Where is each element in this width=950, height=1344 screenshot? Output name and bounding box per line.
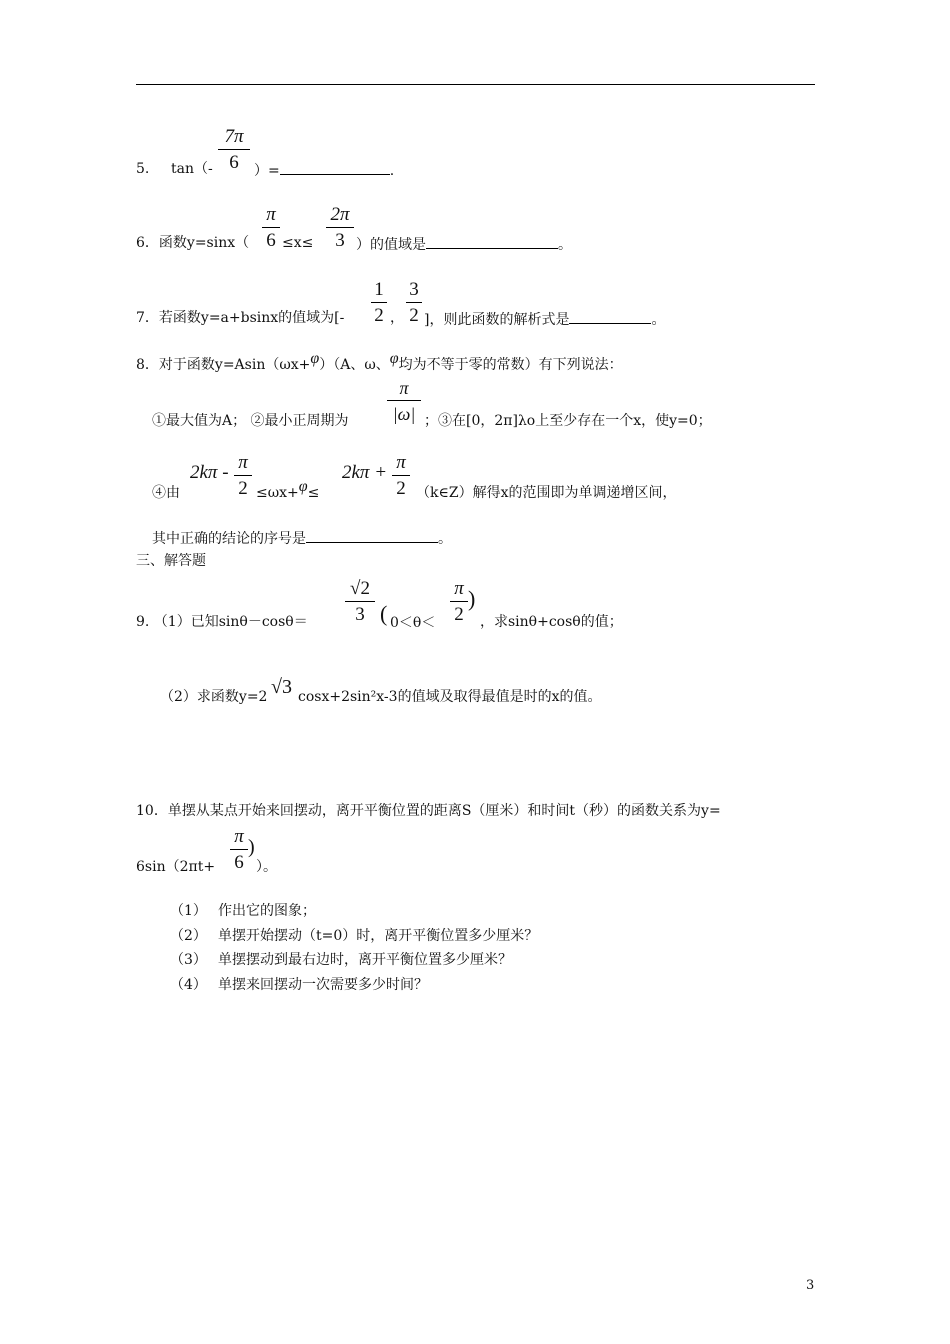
q6-frac2-den: 3 [335, 230, 345, 251]
q5-post [254, 160, 394, 180]
q7-frac2-den: 2 [409, 305, 419, 326]
q9-range-den: 2 [454, 604, 464, 625]
q9-range-num: π [454, 578, 464, 599]
q5-frac-num: 7π [224, 126, 244, 147]
q8-s4-mid-text: ≤ωx+ [256, 485, 299, 501]
q10-item-no: （3） [170, 952, 207, 968]
q9-p2-pre: （2）求函数y=2 [160, 689, 268, 705]
q10-item [170, 951, 207, 969]
q10-item-no: （2） [170, 928, 207, 944]
q9-frac-bar [345, 601, 375, 602]
q8-s4-left-bar [234, 475, 252, 476]
q8-statements-1-3-pre: ①最大值为A； ②最小正周期为 [152, 413, 349, 429]
q8-s4-left: 2kπ - [190, 462, 229, 483]
q8-text-c: 均为不等于零的常数）有下列说法： [398, 357, 623, 373]
q6-frac2-num: 2π [330, 204, 350, 225]
q7-frac1-bar [371, 302, 387, 303]
q7-pre: 7．若函数y=a+bsinx的值域为[- [136, 310, 345, 326]
q5-pre: tan（- [171, 161, 213, 177]
q8-s4-right-fraction [392, 452, 410, 500]
q6-post-text: ）的值域是 [356, 237, 426, 253]
q8-statements-1-3-post: ；③在[0，2π]λo上至少存在一个x，使y=0； [424, 413, 712, 429]
q10-paren: ) [248, 836, 255, 858]
q10-text2-end: ）。 [256, 859, 277, 875]
q7-blank[interactable] [569, 309, 651, 324]
q8-s4-left-fraction [234, 452, 252, 500]
q9-range-fraction [450, 578, 468, 626]
q10-item-text: 单摆摆动到最右边时，离开平衡位置多少厘米？ [218, 952, 512, 968]
q8-s4-right-den: 2 [396, 478, 406, 499]
q8-blank[interactable] [306, 528, 438, 543]
q8-s4-post: （k∈Z）解得x的范围即为单调递增区间， [416, 485, 677, 501]
q8-s4-left-num: π [238, 452, 248, 473]
q9-p2-post: cosx+2sin²x-3的值域及取得最值是时的x的值。 [298, 689, 602, 705]
q9-frac-num: √2 [350, 578, 370, 599]
q10-text1: 10．单摆从某点开始来回摆动，离开平衡位置的距离S（厘米）和时间t（秒）的函数关系为y= [136, 803, 721, 819]
q8-period-fraction [387, 377, 421, 425]
q6-frac1-num: π [266, 204, 276, 225]
q7-end: 。 [651, 312, 666, 328]
q6-frac2-bar [326, 227, 354, 228]
q10-item [170, 902, 207, 920]
q9-p1-pre: 9. （1）已知sinθ－cosθ＝ [136, 614, 308, 630]
q10-item [170, 976, 207, 994]
q9-paren-close: ) [468, 586, 476, 611]
q6-post [356, 234, 572, 254]
q8-s4-phi: φ [298, 478, 308, 495]
q8-conclusion-text: 其中正确的结论的序号是 [152, 531, 306, 547]
q9-p2-root: √3 [271, 676, 292, 698]
q5-frac-bar [218, 149, 250, 150]
q8-s4-mid [256, 478, 320, 502]
q8-s4-right-bar [392, 475, 410, 476]
q10-frac-bar [230, 849, 248, 850]
q8-period-num: π [399, 378, 409, 398]
q9-paren-open: ( [380, 601, 388, 626]
q5-label: 5. [136, 161, 150, 177]
q6-fraction-1 [262, 204, 280, 252]
q10-item-no: （1） [170, 903, 207, 919]
q10-text2: 6sin（2πt+ [136, 859, 216, 875]
q9-frac-den: 3 [355, 604, 365, 625]
q6-frac1-den: 6 [266, 230, 276, 251]
q7-fraction-2 [406, 279, 422, 327]
q8-period-den: |ω| [392, 404, 416, 424]
q8-text-a: 8．对于函数y=Asin（ωx+ [136, 357, 311, 373]
q10-item-no: （4） [170, 977, 207, 993]
q8-phi-1: φ [310, 350, 320, 367]
q8-period-bar [387, 400, 421, 401]
q7-frac2-num: 3 [409, 279, 419, 300]
q7-frac1-den: 2 [374, 305, 384, 326]
q6-pre: 6．函数y=sinx（ [136, 235, 250, 251]
q7-comma: ， [390, 310, 404, 326]
q10-item-text: 单摆来回摆动一次需要多少时间？ [218, 977, 428, 993]
q8-conclusion [152, 528, 452, 548]
q6-end: 。 [558, 237, 572, 253]
q8-phi-2: φ [389, 350, 399, 367]
q7-fraction-1 [371, 279, 387, 327]
q8-s4-right-num: π [396, 452, 406, 473]
q10-item-text: 作出它的图象； [218, 903, 316, 919]
q5-post-text: ）= [254, 163, 280, 179]
q6-frac1-bar [262, 227, 280, 228]
q5-fraction [218, 126, 250, 174]
q8-s4-pre: ④由 [152, 485, 180, 501]
q8-line [136, 350, 623, 374]
q7-post [424, 309, 665, 329]
q10-frac-num: π [234, 826, 244, 847]
q6-blank[interactable] [426, 234, 558, 249]
q5-blank[interactable] [280, 160, 390, 175]
q10-item [170, 927, 207, 945]
q10-fraction [230, 826, 248, 874]
q9-range: 0＜θ＜ [390, 615, 436, 631]
page-number: 3 [806, 1278, 815, 1293]
q5-frac-den: 6 [229, 152, 239, 173]
q8-s4-mid2: ≤ [307, 485, 320, 501]
q7-frac2-bar [406, 302, 422, 303]
q8-s4-left-den: 2 [238, 478, 248, 499]
q6-fraction-2 [326, 204, 354, 252]
header-rule [136, 84, 815, 85]
q7-post-text: ]，则此函数的解析式是 [424, 312, 570, 328]
q10-item-text: 单摆开始摆动（t=0）时，离开平衡位置多少厘米？ [218, 928, 539, 944]
q9-p1-post: ，求sinθ+cosθ的值； [480, 614, 623, 630]
q8-conclusion-end: 。 [438, 531, 452, 547]
q10-frac-den: 6 [234, 852, 244, 873]
q9-range-bar [450, 601, 468, 602]
q9-fraction [345, 578, 375, 626]
section-heading: 三、解答题 [136, 553, 206, 569]
q8-text-b: ）（A、ω、 [319, 357, 390, 373]
q6-mid: ≤x≤ [282, 235, 314, 251]
q5-end: . [389, 163, 395, 179]
q8-s4-right: 2kπ + [342, 462, 388, 483]
q7-frac1-num: 1 [374, 279, 384, 300]
